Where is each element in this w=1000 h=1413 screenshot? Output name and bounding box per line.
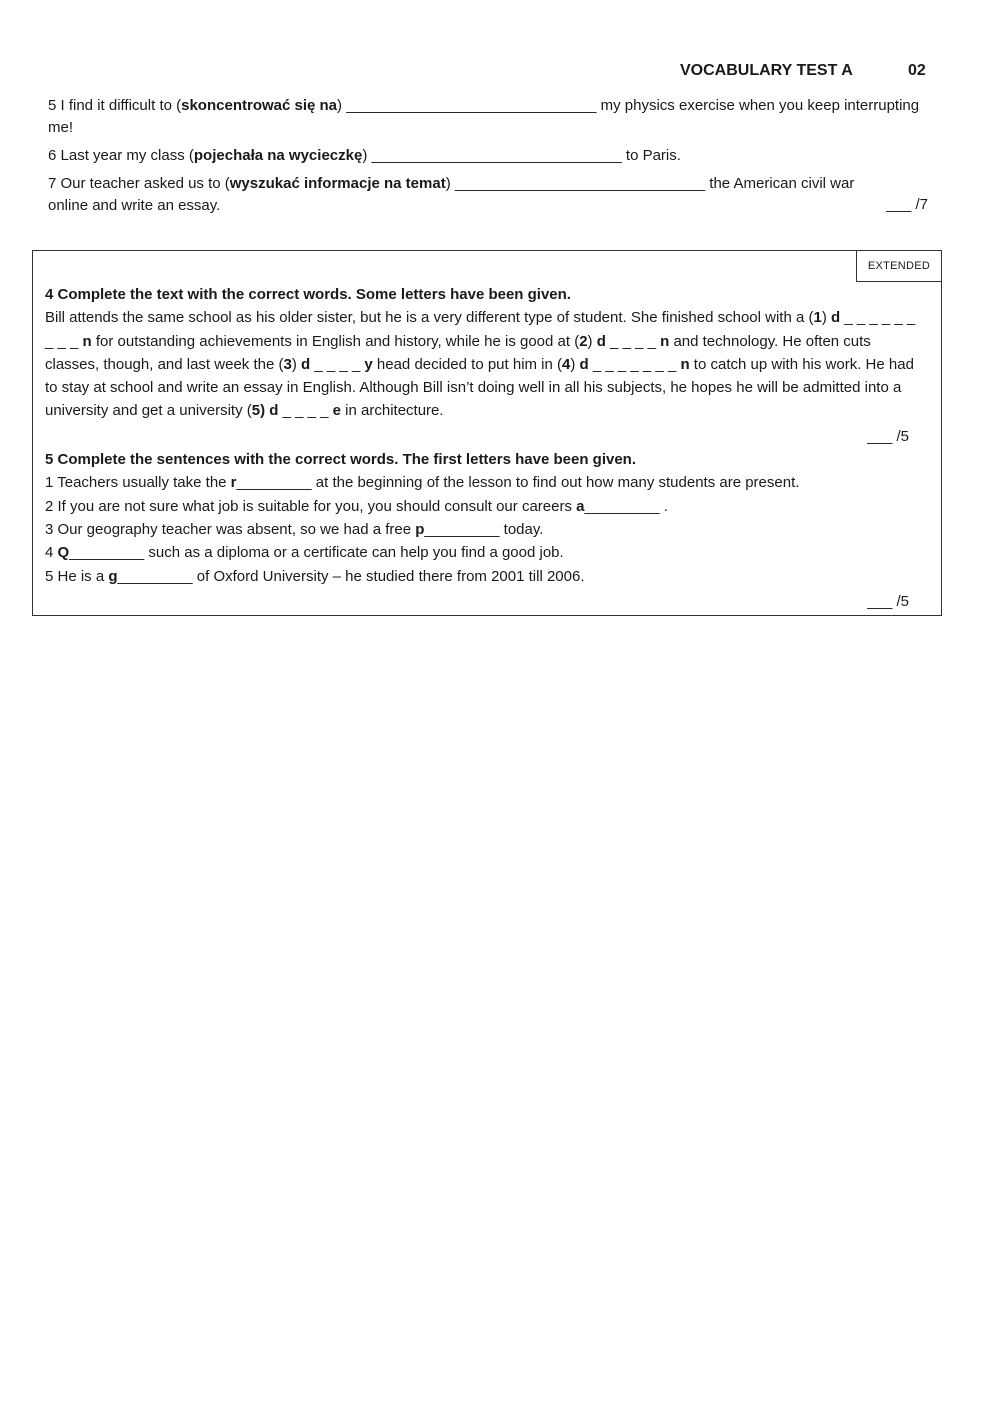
extended-section bbox=[32, 250, 942, 616]
gap-5[interactable]: d bbox=[269, 402, 279, 420]
list-item: 2 If you are not sure what job is suitable for you, you should consult our careers a_________ . bbox=[45, 497, 668, 515]
gap-2[interactable]: d bbox=[596, 332, 606, 350]
gap-1[interactable]: d bbox=[831, 309, 841, 327]
list-item: 6 Last year my class (pojechała na wycieczkę) ______________________________ to Paris. bbox=[48, 147, 681, 164]
test-title: VOCABULARY TEST A bbox=[680, 62, 853, 79]
exercise-4-title: 4 Complete the text with the correct words. Some letters have been given. bbox=[45, 286, 571, 303]
score-field[interactable]: ___ /7 bbox=[886, 196, 928, 213]
score-field[interactable]: ___ /5 bbox=[867, 427, 909, 445]
list-item: 3 Our geography teacher was absent, so we had a free p_________ today. bbox=[45, 520, 544, 538]
list-item: 7 Our teacher asked us to (wyszukać informacje na temat) ______________________________ the American civil war online and write an essay. bbox=[48, 175, 855, 214]
answer-gap[interactable]: _________ today. bbox=[424, 520, 544, 538]
exercise-5-title: 5 Complete the sentences with the correct words. The first letters have been given. bbox=[45, 451, 636, 469]
answer-gap[interactable]: _________ such as a diploma or a certificate can help you find a good job. bbox=[69, 544, 564, 562]
exercise-4-text: Bill attends the same school as his older sister, but he is a very different type of student. She finished school with a (1) d _ _ _ _ _ _ _ _ _ n for outstanding achievements in English and history, while he is good at (2) d _ _ _ _ n and technology. He often cuts classes, though, and last week the (3) d _ _ _ _ y head decided to put him in (4) d _ _ _ _ _ _ _ n to catch up with his work. He had to stay at school and write an essay in English. Although Bill isn’t doing well in all his subjects, he hopes he will be admitted into a university and get a university (5) d _ _ _ _ e in architecture. bbox=[45, 309, 916, 420]
list-item: 5 He is a g_________ of Oxford University – he studied there from 2001 till 2006. bbox=[45, 567, 585, 585]
list-item: 5 I find it difficult to (skoncentrować się na) ______________________________ my physics exercise when you keep interrupting me! bbox=[48, 97, 920, 136]
score-field[interactable]: ___ /5 bbox=[867, 592, 909, 610]
list-item: 1 Teachers usually take the r_________ at the beginning of the lesson to find out how many students are present. bbox=[45, 474, 800, 492]
gap-4[interactable]: d bbox=[579, 355, 589, 373]
answer-gap[interactable]: _________ of Oxford University – he studied there from 2001 till 2006. bbox=[117, 567, 585, 585]
gap-3[interactable]: d bbox=[301, 355, 311, 373]
extended-tag: EXTENDED bbox=[856, 250, 942, 282]
list-item: 4 Q_________ such as a diploma or a certificate can help you find a good job. bbox=[45, 544, 564, 562]
exercise-3-continuation bbox=[48, 95, 928, 223]
answer-gap[interactable]: _________ . bbox=[584, 497, 668, 515]
test-header bbox=[680, 62, 940, 80]
answer-gap[interactable]: _________ at the beginning of the lesson to find out how many students are present. bbox=[236, 474, 800, 492]
test-number: 02 bbox=[908, 62, 926, 79]
